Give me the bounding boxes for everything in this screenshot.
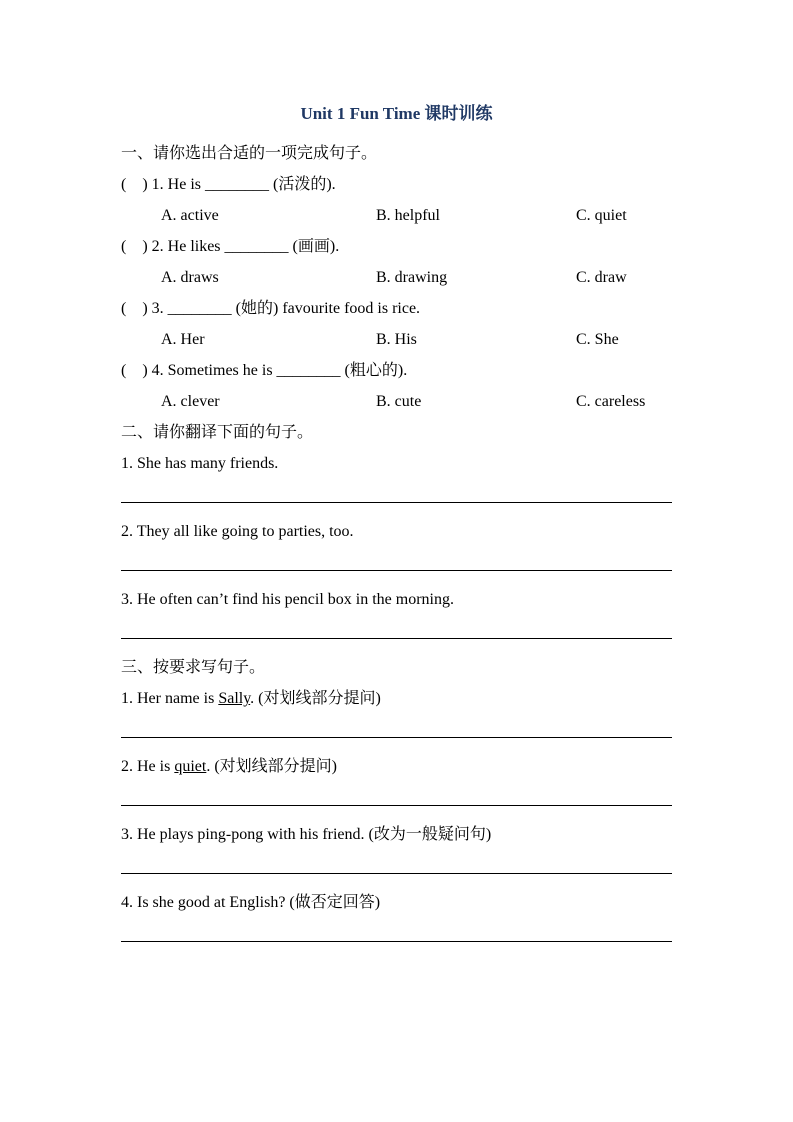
- question-4-option-c: C. careless: [576, 393, 646, 410]
- answer-line: [121, 850, 672, 874]
- question-1-options: [161, 200, 672, 231]
- question-3-option-c: C. She: [576, 331, 619, 348]
- question-3-options: [161, 324, 672, 355]
- section-two-heading: 二、请你翻译下面的句子。: [121, 424, 314, 441]
- translation-item-3: 3. He often can’t find his pencil box in the morning.: [121, 591, 454, 608]
- page-title: Unit 1 Fun Time 课时训练: [300, 104, 493, 123]
- rewrite-item-1-suffix: . (对划线部分提问): [250, 690, 381, 707]
- question-4-option-a: A. clever: [161, 393, 220, 410]
- question-1-stem: ( ) 1. He is ________ (活泼的).: [121, 176, 336, 193]
- translation-item-2: 2. They all like going to parties, too.: [121, 523, 354, 540]
- section-three-heading: 三、按要求写句子。: [121, 659, 266, 676]
- answer-line: [121, 714, 672, 738]
- question-4-options: [161, 386, 672, 417]
- section-two: [121, 417, 672, 639]
- rewrite-item-2-suffix: . (对划线部分提问): [206, 758, 337, 775]
- answer-line: [121, 615, 672, 639]
- question-1-option-a: A. active: [161, 207, 219, 224]
- question-1-option-b: B. helpful: [376, 207, 440, 224]
- question-3-option-b: B. His: [376, 331, 417, 348]
- rewrite-item-2-prefix: 2. He is: [121, 758, 175, 775]
- question-2-options: [161, 262, 672, 293]
- question-1-option-c: C. quiet: [576, 207, 627, 224]
- section-three: [121, 652, 672, 942]
- rewrite-item-3-suffix: (改为一般疑问句): [368, 826, 492, 843]
- question-2-option-a: A. draws: [161, 269, 219, 286]
- rewrite-item-2: [121, 751, 672, 782]
- answer-line: [121, 782, 672, 806]
- translation-item-1: 1. She has many friends.: [121, 455, 279, 472]
- rewrite-item-4-prefix: 4. Is she good at English?: [121, 894, 290, 911]
- section-one: [121, 138, 672, 417]
- rewrite-item-1: [121, 683, 672, 714]
- rewrite-item-3: [121, 819, 672, 850]
- question-2-option-c: C. draw: [576, 269, 627, 286]
- question-2-option-b: B. drawing: [376, 269, 448, 286]
- rewrite-item-3-prefix: 3. He plays ping-pong with his friend.: [121, 826, 369, 843]
- question-4-option-b: B. cute: [376, 393, 422, 410]
- answer-line: [121, 547, 672, 571]
- section-one-heading: 一、请你选出合适的一项完成句子。: [121, 145, 378, 162]
- question-3-option-a: A. Her: [161, 331, 205, 348]
- answer-line: [121, 479, 672, 503]
- rewrite-item-4: [121, 887, 672, 918]
- rewrite-item-1-prefix: 1. Her name is: [121, 690, 219, 707]
- answer-line: [121, 918, 672, 942]
- rewrite-item-2-underlined-word: quiet: [174, 758, 207, 775]
- rewrite-item-1-underlined-word: Sally: [218, 690, 251, 707]
- question-2-stem: ( ) 2. He likes ________ (画画).: [121, 238, 340, 255]
- rewrite-item-4-suffix: (做否定回答): [289, 894, 381, 911]
- question-4-stem: ( ) 4. Sometimes he is ________ (粗心的).: [121, 362, 408, 379]
- question-3-stem: ( ) 3. ________ (她的) favourite food is rice.: [121, 300, 421, 317]
